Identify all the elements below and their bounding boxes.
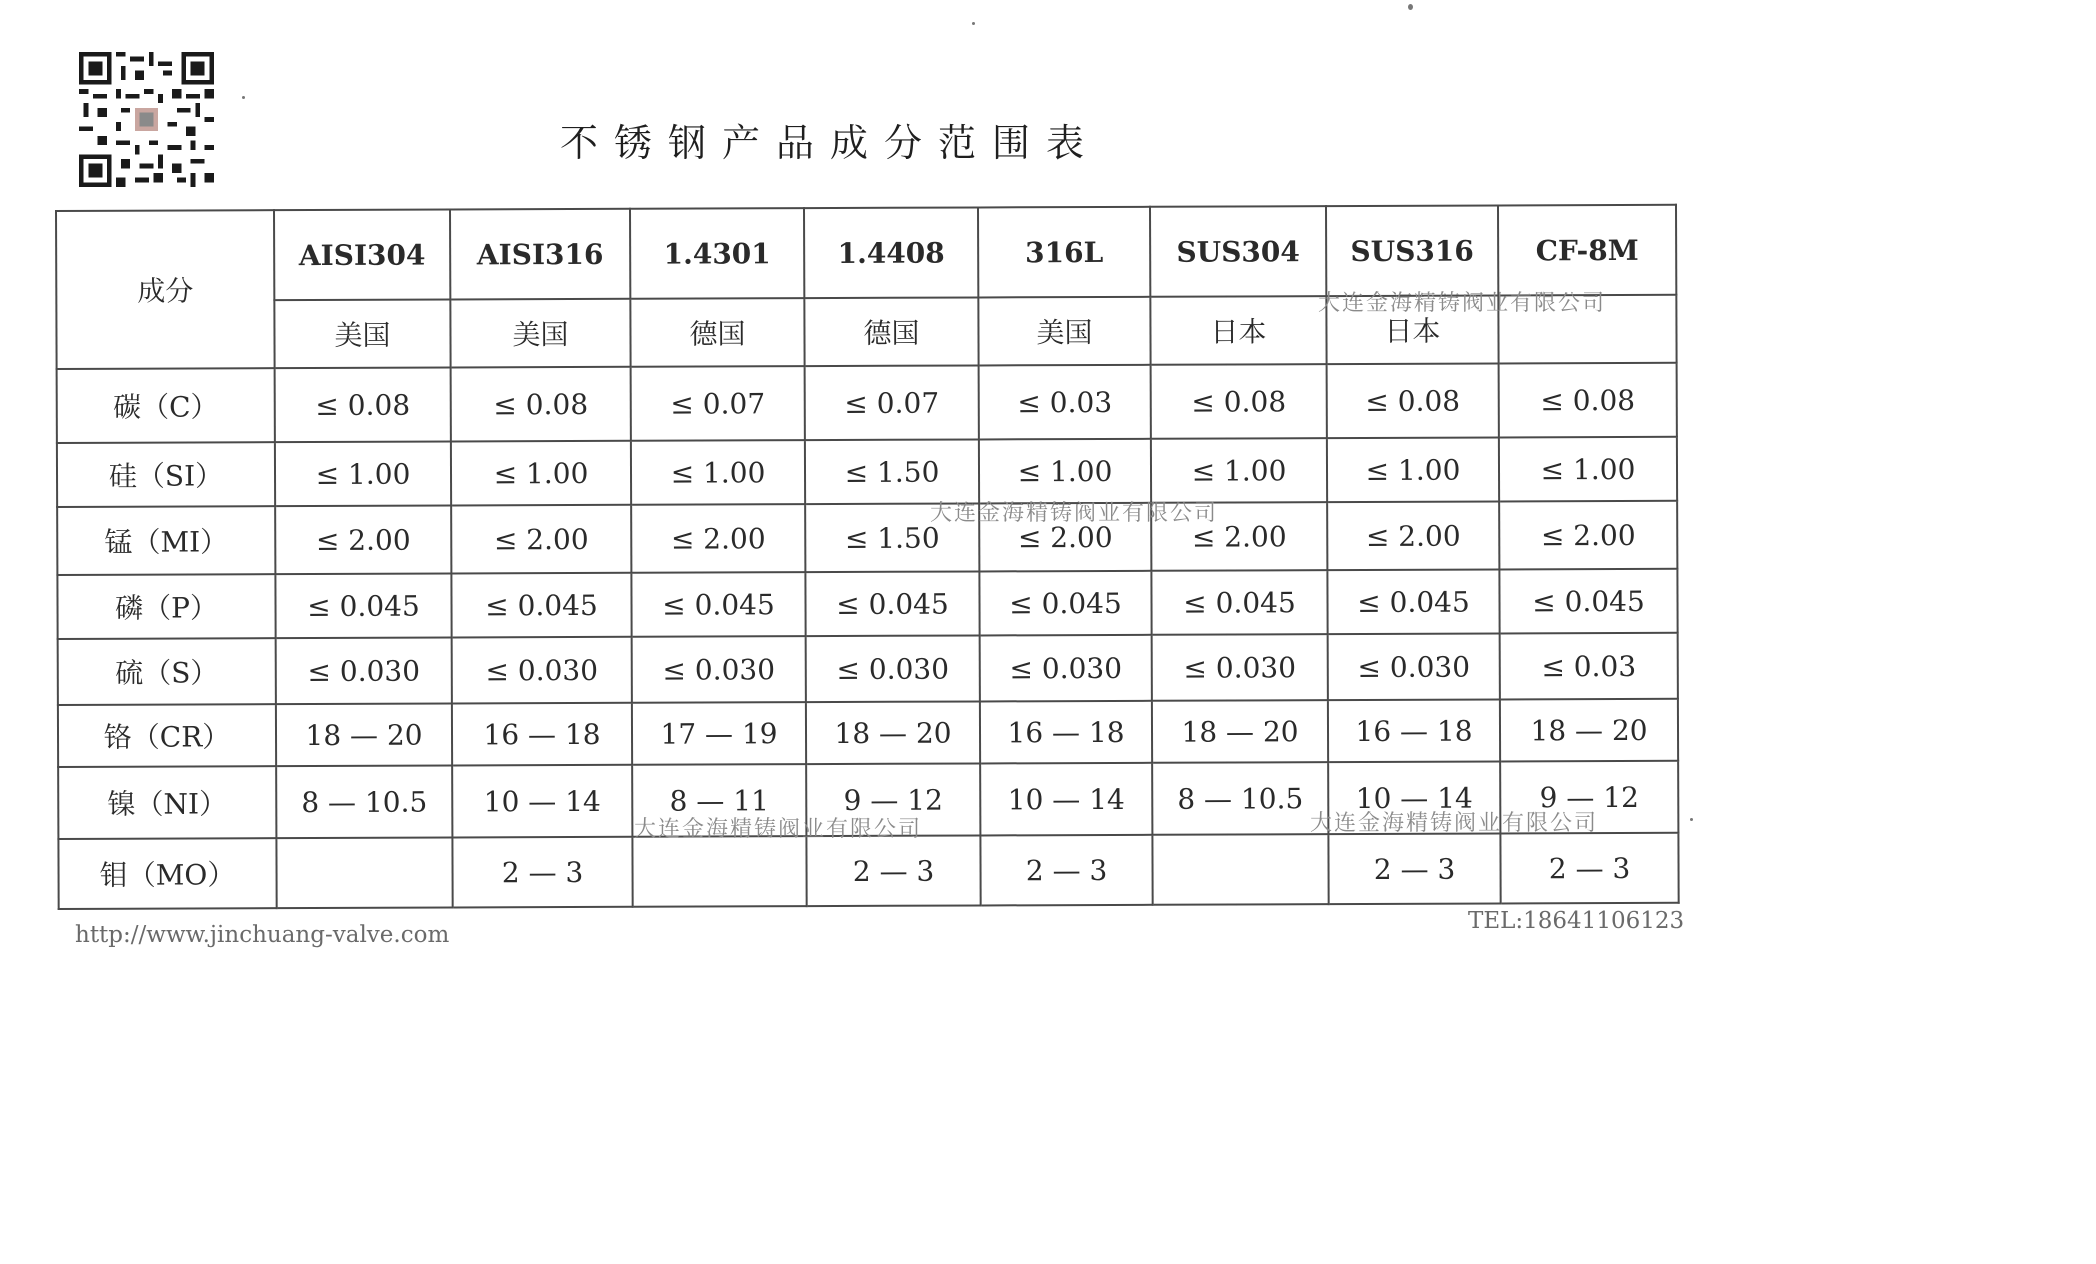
- value-cell: ≤ 1.00: [451, 441, 631, 506]
- value-cell: ≤ 0.045: [1327, 569, 1499, 634]
- value-cell: ≤ 0.03: [1500, 633, 1678, 700]
- table-row: [57, 437, 1677, 507]
- value-cell: ≤ 1.00: [1499, 437, 1677, 502]
- grade-header: AISI316: [450, 209, 630, 300]
- watermark: 大连金海精铸阀业有限公司: [634, 817, 923, 842]
- value-cell: ≤ 0.07: [805, 365, 979, 440]
- element-label: 硅（SI）: [57, 442, 275, 507]
- element-label: 铬（CR）: [58, 704, 276, 767]
- value-cell: 8 — 10.5: [1152, 762, 1328, 835]
- scan-speck: [972, 22, 975, 25]
- value-cell: 18 — 20: [1500, 699, 1678, 762]
- value-cell: ≤ 1.50: [805, 503, 979, 572]
- value-cell: ≤ 0.045: [1151, 570, 1327, 635]
- country-cell: 美国: [978, 297, 1150, 366]
- grade-header: SUS304: [1150, 206, 1326, 297]
- value-cell: ≤ 0.030: [806, 635, 980, 702]
- country-cell: 美国: [450, 299, 630, 368]
- value-cell: ≤ 1.00: [979, 439, 1151, 504]
- scan-speck: [1408, 4, 1413, 10]
- value-cell: ≤ 1.50: [805, 439, 979, 504]
- scan-speck: [1690, 818, 1693, 821]
- grade-header: CF-8M: [1498, 205, 1676, 296]
- value-cell: 9 — 12: [806, 763, 980, 836]
- value-cell: 2 — 3: [452, 837, 632, 908]
- table-row: [57, 569, 1677, 639]
- table-row: [58, 699, 1678, 767]
- value-cell: ≤ 2.00: [631, 504, 805, 573]
- grade-header: 1.4301: [630, 208, 804, 299]
- value-cell: ≤ 0.045: [1499, 569, 1677, 634]
- element-label: 钼（MO）: [58, 838, 276, 909]
- value-cell: ≤ 0.045: [275, 573, 451, 638]
- qr-code-icon: [78, 52, 215, 187]
- element-label: 硫（S）: [58, 638, 276, 705]
- value-cell: 2 — 3: [1328, 833, 1500, 904]
- value-cell: 8 — 11: [632, 764, 806, 837]
- value-cell: ≤ 0.045: [805, 571, 979, 636]
- country-cell: 德国: [804, 297, 978, 366]
- table-row: [57, 363, 1677, 443]
- value-cell: ≤ 0.045: [979, 571, 1151, 636]
- value-cell: ≤ 0.030: [1152, 634, 1328, 701]
- value-cell: ≤ 1.00: [1327, 437, 1499, 502]
- value-cell: 16 — 18: [980, 701, 1152, 764]
- table-row: [58, 833, 1678, 909]
- value-cell: ≤ 1.00: [275, 441, 451, 506]
- value-cell: ≤ 0.030: [1328, 633, 1500, 700]
- grade-header: AISI304: [274, 209, 450, 300]
- country-cell: 德国: [630, 298, 804, 367]
- value-cell: ≤ 2.00: [1499, 501, 1677, 570]
- value-cell: ≤ 0.045: [451, 573, 631, 638]
- country-cell: 日本: [1150, 296, 1326, 365]
- value-cell: ≤ 0.045: [631, 572, 805, 637]
- value-cell: ≤ 2.00: [451, 505, 631, 574]
- value-cell: 10 — 14: [1328, 761, 1500, 834]
- value-cell: 8 — 10.5: [276, 765, 452, 838]
- value-cell: [1152, 834, 1328, 905]
- value-cell: ≤ 0.030: [452, 637, 632, 704]
- value-cell: 18 — 20: [806, 701, 980, 764]
- value-cell: ≤ 1.00: [631, 440, 805, 505]
- country-cell: 美国: [274, 299, 450, 368]
- footer-tel: TEL:18641106123: [1468, 908, 1685, 934]
- grade-header: 316L: [978, 207, 1150, 298]
- value-cell: ≤ 0.030: [980, 635, 1152, 702]
- element-label: 镍（NI）: [58, 766, 276, 839]
- value-cell: 16 — 18: [452, 703, 632, 766]
- value-cell: 10 — 14: [980, 763, 1152, 836]
- value-cell: [276, 837, 452, 908]
- value-cell: 18 — 20: [1152, 700, 1328, 763]
- value-cell: 17 — 19: [632, 702, 806, 765]
- value-cell: ≤ 0.08: [451, 367, 631, 442]
- value-cell: ≤ 2.00: [275, 505, 451, 574]
- value-cell: ≤ 0.030: [276, 637, 452, 704]
- value-cell: ≤ 0.08: [1151, 364, 1327, 439]
- value-cell: 2 — 3: [1500, 833, 1678, 904]
- table-row: [57, 501, 1677, 575]
- watermark: 大连金海精铸阀业有限公司: [930, 501, 1219, 526]
- value-cell: ≤ 0.08: [1499, 363, 1677, 438]
- page-title: 不锈钢产品成分范围表: [560, 121, 1101, 165]
- country-cell: 日本: [1326, 295, 1498, 364]
- watermark: 大连金海精铸阀业有限公司: [1310, 811, 1599, 836]
- value-cell: ≤ 0.08: [1327, 363, 1499, 438]
- value-cell: ≤ 2.00: [1327, 501, 1499, 570]
- value-cell: ≤ 2.00: [979, 503, 1151, 572]
- value-cell: 10 — 14: [452, 765, 632, 838]
- value-cell: ≤ 1.00: [1151, 438, 1327, 503]
- value-cell: ≤ 2.00: [1151, 502, 1327, 571]
- value-cell: ≤ 0.030: [632, 636, 806, 703]
- value-cell: ≤ 0.08: [275, 367, 451, 442]
- element-label: 碳（C）: [57, 368, 275, 443]
- grade-header: SUS316: [1326, 205, 1498, 296]
- value-cell: 9 — 12: [1500, 761, 1678, 834]
- element-label: 磷（P）: [57, 574, 275, 639]
- grade-header: 1.4408: [804, 207, 978, 298]
- header-corner-label: 成分: [56, 210, 275, 369]
- table-row: [58, 633, 1678, 705]
- value-cell: ≤ 0.03: [979, 365, 1151, 440]
- footer-url: http://www.jinchuang-valve.com: [75, 922, 450, 948]
- watermark: 大连金海精铸阀业有限公司: [1318, 291, 1607, 316]
- element-label: 锰（MI）: [57, 506, 275, 575]
- value-cell: ≤ 0.07: [631, 366, 805, 441]
- value-cell: 2 — 3: [806, 835, 980, 906]
- value-cell: [632, 836, 806, 907]
- value-cell: 18 — 20: [276, 703, 452, 766]
- value-cell: 16 — 18: [1328, 699, 1500, 762]
- value-cell: 2 — 3: [980, 835, 1152, 906]
- scan-speck: [242, 96, 245, 99]
